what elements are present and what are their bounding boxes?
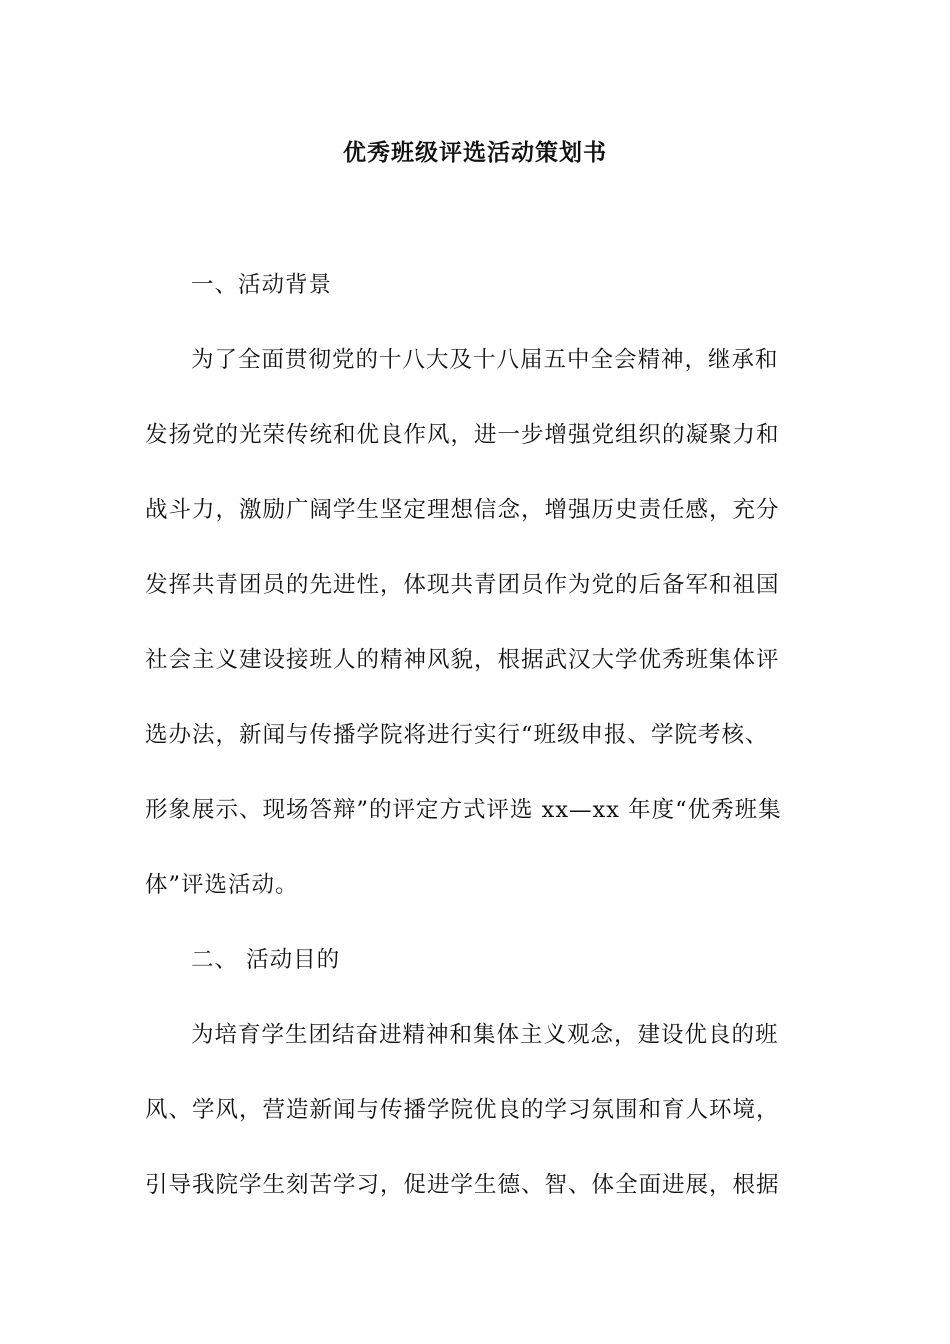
paragraph-line: 体”评选活动。 bbox=[145, 872, 299, 898]
document-body bbox=[145, 248, 805, 1223]
paragraph-line: 选办法，新闻与传播学院将进行实行“班级申报、学院考核、 bbox=[145, 722, 769, 748]
paragraph-line: 形象展示、现场答辩”的评定方式评选 xx—xx 年度“优秀班集 bbox=[145, 797, 782, 823]
paragraph-line: 发扬党的光荣传统和优良作风，进一步增强党组织的凝聚力和 bbox=[145, 422, 780, 448]
paragraph-line: 社会主义建设接班人的精神风貌，根据武汉大学优秀班集体评 bbox=[145, 647, 780, 673]
document-title: 优秀班级评选活动策划书 bbox=[343, 140, 607, 166]
paragraph-line: 风、学风，营造新闻与传播学院优良的学习氛围和育人环境， bbox=[145, 1097, 780, 1123]
paragraph-line: 战斗力，激励广阔学生坚定理想信念，增强历史责任感，充分 bbox=[145, 497, 780, 523]
paragraph-line: 为培育学生团结奋进精神和集体主义观念，建设优良的班 bbox=[191, 1022, 779, 1048]
section-heading-purpose: 二、 活动目的 bbox=[191, 947, 341, 973]
paragraph-line: 引导我院学生刻苦学习，促进学生德、智、体全面进展，根据 bbox=[145, 1172, 780, 1198]
paragraph-line: 发挥共青团员的先进性，体现共青团员作为党的后备军和祖国 bbox=[145, 572, 780, 598]
paragraph-line: 为了全面贯彻党的十八大及十八届五中全会精神，继承和 bbox=[191, 347, 779, 373]
section-heading-background: 一、活动背景 bbox=[191, 272, 333, 298]
